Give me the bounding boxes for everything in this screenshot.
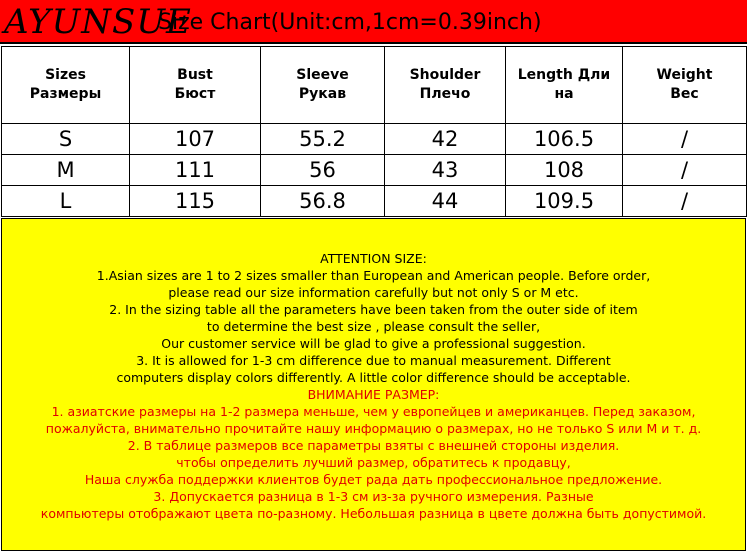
table-header-row [2, 47, 747, 124]
cell-shoulder: 44 [385, 186, 506, 217]
table-row [2, 155, 747, 186]
cell-shoulder: 42 [385, 124, 506, 155]
header-shoulder: Shoulder Плечо [385, 47, 506, 124]
table-row [2, 124, 747, 155]
cell-weight: / [623, 186, 747, 217]
title-banner [0, 0, 747, 44]
brand-logo: AYUNSUE [4, 2, 192, 42]
cell-sleeve: 56.8 [261, 186, 385, 217]
notice-line-ru: пожалуйста, внимательно прочитайте нашу информацию о размерах, но не только S или M и т. д. [45, 421, 702, 436]
cell-shoulder: 43 [385, 155, 506, 186]
table-row [2, 186, 747, 217]
notice-line-ru: ВНИМАНИЕ РАЗМЕР: [307, 387, 440, 402]
cell-size: S [2, 124, 130, 155]
header-sizes: Sizes Размеры [2, 47, 130, 124]
notice-line-en: please read our size information carefully but not only S or M etc. [168, 285, 579, 300]
size-table [1, 46, 747, 217]
cell-sleeve: 55.2 [261, 124, 385, 155]
size-notice [1, 218, 746, 551]
size-chart-title: Size Chart(Unit:cm,1cm=0.39inch) [158, 10, 542, 35]
cell-sleeve: 56 [261, 155, 385, 186]
notice-line-en: 3. It is allowed for 1-3 cm difference due to manual measurement. Different [136, 353, 611, 368]
notice-line-en: 2. In the sizing table all the parameters have been taken from the outer side of item [109, 302, 638, 317]
cell-length: 106.5 [506, 124, 623, 155]
cell-length: 108 [506, 155, 623, 186]
header-bust: Bust Бюст [130, 47, 261, 124]
notice-line-ru: 2. В таблице размеров все параметры взяты с внешней стороны изделия. [127, 438, 620, 453]
notice-line-ru: компьютеры отображают цвета по-разному. Небольшая разница в цвете должна быть допустимой. [40, 506, 707, 521]
notice-line-ru: 1. азиатские размеры на 1-2 размера меньше, чем у европейцев и американцев. Перед заказом, [51, 404, 696, 419]
cell-weight: / [623, 155, 747, 186]
cell-size: L [2, 186, 130, 217]
notice-line-en: computers display colors differently. A little color difference should be acceptable. [116, 370, 631, 385]
notice-line-ru: 3. Допускается разница в 1-3 см из-за ручного измерения. Разные [153, 489, 594, 504]
notice-line-en: ATTENTION SIZE: [320, 251, 427, 266]
cell-length: 109.5 [506, 186, 623, 217]
cell-bust: 107 [130, 124, 261, 155]
notice-line-ru: Наша служба поддержки клиентов будет рада дать профессиональное предложение. [84, 472, 663, 487]
notice-line-ru: чтобы определить лучший размер, обратитесь к продавцу, [176, 455, 571, 470]
notice-line-en: Our customer service will be glad to give a professional suggestion. [161, 336, 586, 351]
header-length: Length Дли на [506, 47, 623, 124]
notice-line-en: 1.Asian sizes are 1 to 2 sizes smaller than European and American people. Before order, [96, 268, 651, 283]
cell-bust: 111 [130, 155, 261, 186]
cell-bust: 115 [130, 186, 261, 217]
header-weight: Weight Вес [623, 47, 747, 124]
cell-weight: / [623, 124, 747, 155]
notice-line-en: to determine the best size , please consult the seller, [206, 319, 541, 334]
header-sleeve: Sleeve Рукав [261, 47, 385, 124]
cell-size: M [2, 155, 130, 186]
